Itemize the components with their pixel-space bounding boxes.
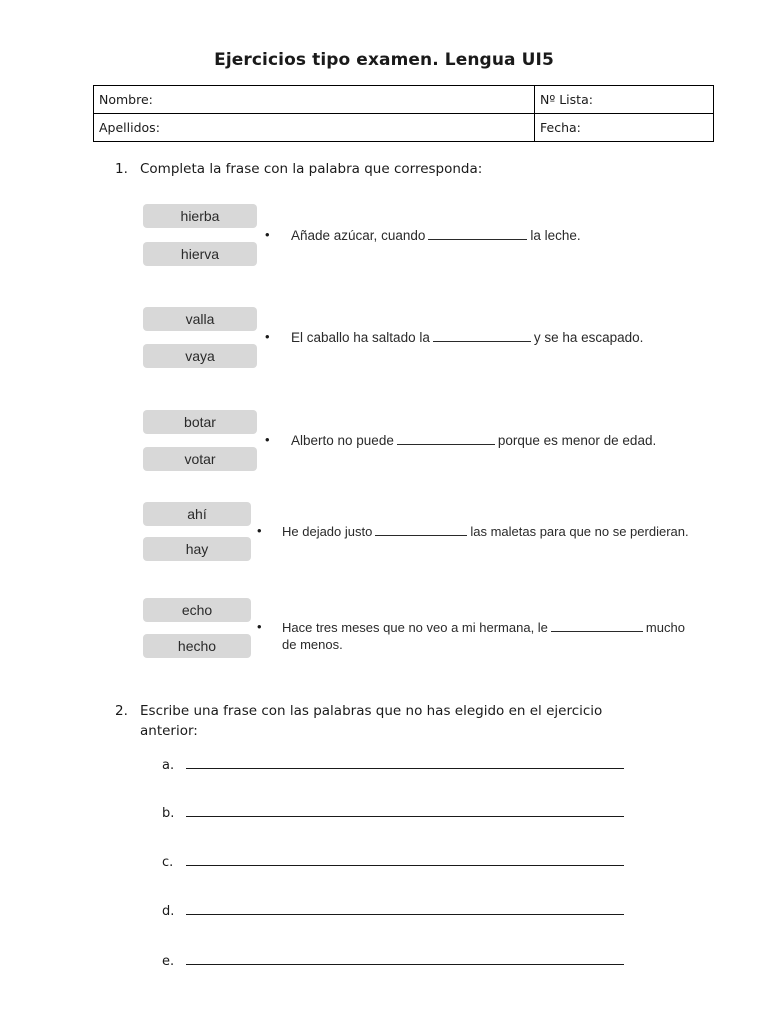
writing-line[interactable]	[186, 964, 624, 965]
bullet: •	[265, 329, 270, 344]
answer-blank[interactable]	[433, 329, 531, 342]
sentence-end: la leche.	[530, 228, 581, 243]
sentence	[291, 432, 656, 449]
writing-line[interactable]	[186, 816, 624, 817]
question-text-continuation: anterior:	[140, 723, 198, 739]
word-option: botar	[143, 410, 257, 434]
bullet: •	[257, 619, 262, 634]
answer-line[interactable]	[162, 758, 632, 778]
writing-line[interactable]	[186, 865, 624, 866]
surname-field[interactable]: Apellidos:	[94, 114, 535, 142]
answer-blank[interactable]	[428, 227, 527, 240]
name-field[interactable]: Nombre:	[94, 86, 535, 114]
sentence-end: mucho	[645, 620, 685, 635]
list-number-field[interactable]: Nº Lista:	[535, 86, 714, 114]
question-text: Escribe una frase con las palabras que no has elegido en el ejercicio	[140, 703, 603, 719]
word-option: ahí	[143, 502, 251, 526]
sentence-end: las maletas para que no se perdieran.	[470, 524, 689, 539]
bullet: •	[265, 227, 270, 242]
sentence	[291, 227, 581, 244]
sentence-start: Añade azúcar, cuando	[291, 228, 426, 243]
sentence-start: El caballo ha saltado la	[291, 330, 430, 345]
date-field[interactable]: Fecha:	[535, 114, 714, 142]
word-option: hierba	[143, 204, 257, 228]
answer-blank[interactable]	[375, 523, 467, 536]
answer-line[interactable]	[162, 806, 632, 826]
sentence-start: Hace tres meses que no veo a mi hermana, le	[282, 620, 548, 635]
answer-letter: b.	[162, 806, 175, 821]
writing-line[interactable]	[186, 914, 624, 915]
sentence-continuation: de menos.	[282, 637, 343, 652]
word-option: echo	[143, 598, 251, 622]
word-option: hecho	[143, 634, 251, 658]
bullet: •	[257, 523, 262, 538]
word-option: votar	[143, 447, 257, 471]
question-1	[115, 159, 715, 179]
sentence	[291, 329, 643, 346]
answer-letter: d.	[162, 904, 175, 919]
word-option: vaya	[143, 344, 257, 368]
bullet: •	[265, 432, 270, 447]
sentence	[282, 523, 689, 540]
question-number: 1.	[115, 161, 128, 177]
answer-line[interactable]	[162, 904, 632, 924]
answer-line[interactable]	[162, 855, 632, 875]
page-title: Ejercicios tipo examen. Lengua UI5	[214, 50, 554, 70]
word-option: hay	[143, 537, 251, 561]
sentence-end: porque es menor de edad.	[497, 433, 657, 448]
answer-letter: a.	[162, 758, 175, 773]
writing-line[interactable]	[186, 768, 624, 769]
sentence-start: Alberto no puede	[291, 433, 394, 448]
answer-blank[interactable]	[397, 432, 495, 445]
student-info-table	[93, 85, 714, 142]
sentence-start: He dejado justo	[282, 524, 373, 539]
answer-blank[interactable]	[551, 619, 643, 632]
word-option: valla	[143, 307, 257, 331]
answer-letter: e.	[162, 954, 175, 969]
question-2	[115, 701, 715, 741]
answer-line[interactable]	[162, 954, 632, 974]
sentence-end: y se ha escapado.	[533, 330, 644, 345]
word-option: hierva	[143, 242, 257, 266]
question-number: 2.	[115, 703, 128, 719]
question-text: Completa la frase con la palabra que corresponda:	[140, 161, 483, 177]
answer-letter: c.	[162, 855, 174, 870]
sentence	[282, 619, 685, 653]
